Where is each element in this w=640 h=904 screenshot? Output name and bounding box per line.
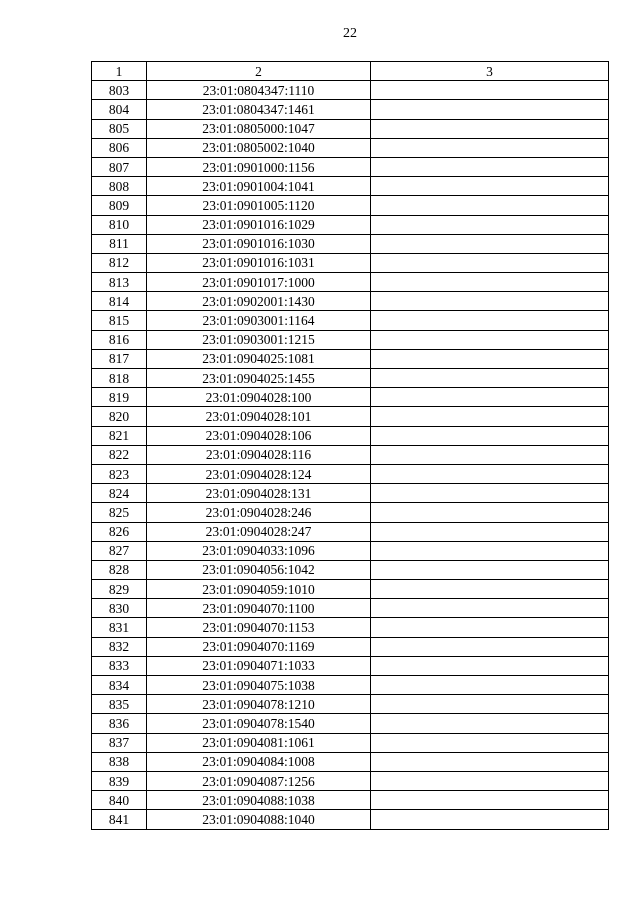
row-number-cell: 810 bbox=[92, 215, 147, 234]
row-number-cell: 815 bbox=[92, 311, 147, 330]
row-number-cell: 811 bbox=[92, 234, 147, 253]
table-row bbox=[92, 560, 609, 579]
note-cell bbox=[371, 253, 609, 272]
cadastral-number-cell: 23:01:0901017:1000 bbox=[147, 273, 371, 292]
table-row bbox=[92, 733, 609, 752]
row-number-cell: 825 bbox=[92, 503, 147, 522]
table-row bbox=[92, 388, 609, 407]
row-number-cell: 807 bbox=[92, 157, 147, 176]
cadastral-number-cell: 23:01:0904028:246 bbox=[147, 503, 371, 522]
page-number: 22 bbox=[343, 26, 357, 41]
row-number-cell: 819 bbox=[92, 388, 147, 407]
cadastral-number-cell: 23:01:0904056:1042 bbox=[147, 560, 371, 579]
table-row bbox=[92, 100, 609, 119]
note-cell bbox=[371, 637, 609, 656]
row-number-cell: 833 bbox=[92, 656, 147, 675]
cadastral-number-cell: 23:01:0903001:1215 bbox=[147, 330, 371, 349]
note-cell bbox=[371, 138, 609, 157]
note-cell bbox=[371, 522, 609, 541]
cadastral-number-cell: 23:01:0901016:1029 bbox=[147, 215, 371, 234]
row-number-cell: 826 bbox=[92, 522, 147, 541]
note-cell bbox=[371, 560, 609, 579]
cadastral-number-cell: 23:01:0904071:1033 bbox=[147, 656, 371, 675]
note-cell bbox=[371, 733, 609, 752]
cadastral-number-cell: 23:01:0804347:1461 bbox=[147, 100, 371, 119]
table-row bbox=[92, 292, 609, 311]
table-body bbox=[92, 81, 609, 829]
row-number-cell: 808 bbox=[92, 177, 147, 196]
cadastral-number-cell: 23:01:0901004:1041 bbox=[147, 177, 371, 196]
row-number-cell: 829 bbox=[92, 580, 147, 599]
row-number-cell: 806 bbox=[92, 138, 147, 157]
column-header-2: 2 bbox=[147, 62, 371, 81]
cadastral-number-cell: 23:01:0904028:131 bbox=[147, 484, 371, 503]
table-row bbox=[92, 810, 609, 829]
row-number-cell: 818 bbox=[92, 369, 147, 388]
cadastral-number-cell: 23:01:0901000:1156 bbox=[147, 157, 371, 176]
row-number-cell: 809 bbox=[92, 196, 147, 215]
row-number-cell: 820 bbox=[92, 407, 147, 426]
note-cell bbox=[371, 100, 609, 119]
cadastral-number-cell: 23:01:0904088:1038 bbox=[147, 791, 371, 810]
cadastral-number-cell: 23:01:0904028:100 bbox=[147, 388, 371, 407]
row-number-cell: 838 bbox=[92, 752, 147, 771]
table-row bbox=[92, 196, 609, 215]
row-number-cell: 832 bbox=[92, 637, 147, 656]
cadastral-table bbox=[91, 61, 609, 830]
table-row bbox=[92, 349, 609, 368]
row-number-cell: 835 bbox=[92, 695, 147, 714]
row-number-cell: 824 bbox=[92, 484, 147, 503]
note-cell bbox=[371, 695, 609, 714]
table-row bbox=[92, 695, 609, 714]
row-number-cell: 817 bbox=[92, 349, 147, 368]
note-cell bbox=[371, 407, 609, 426]
cadastral-number-cell: 23:01:0904028:101 bbox=[147, 407, 371, 426]
table-row bbox=[92, 503, 609, 522]
cadastral-number-cell: 23:01:0904078:1210 bbox=[147, 695, 371, 714]
cadastral-number-cell: 23:01:0904028:124 bbox=[147, 464, 371, 483]
column-header-1: 1 bbox=[92, 62, 147, 81]
cadastral-number-cell: 23:01:0805000:1047 bbox=[147, 119, 371, 138]
row-number-cell: 830 bbox=[92, 599, 147, 618]
note-cell bbox=[371, 676, 609, 695]
row-number-cell: 827 bbox=[92, 541, 147, 560]
cadastral-number-cell: 23:01:0904070:1153 bbox=[147, 618, 371, 637]
row-number-cell: 816 bbox=[92, 330, 147, 349]
row-number-cell: 803 bbox=[92, 81, 147, 100]
note-cell bbox=[371, 580, 609, 599]
note-cell bbox=[371, 445, 609, 464]
table-row bbox=[92, 771, 609, 790]
note-cell bbox=[371, 215, 609, 234]
table-row bbox=[92, 791, 609, 810]
note-cell bbox=[371, 157, 609, 176]
table-row bbox=[92, 177, 609, 196]
cadastral-number-cell: 23:01:0904070:1100 bbox=[147, 599, 371, 618]
note-cell bbox=[371, 177, 609, 196]
cadastral-number-cell: 23:01:0804347:1110 bbox=[147, 81, 371, 100]
note-cell bbox=[371, 311, 609, 330]
note-cell bbox=[371, 810, 609, 829]
note-cell bbox=[371, 541, 609, 560]
row-number-cell: 812 bbox=[92, 253, 147, 272]
row-number-cell: 828 bbox=[92, 560, 147, 579]
cadastral-number-cell: 23:01:0901016:1030 bbox=[147, 234, 371, 253]
table-row bbox=[92, 311, 609, 330]
note-cell bbox=[371, 292, 609, 311]
note-cell bbox=[371, 791, 609, 810]
cadastral-number-cell: 23:01:0904075:1038 bbox=[147, 676, 371, 695]
row-number-cell: 813 bbox=[92, 273, 147, 292]
note-cell bbox=[371, 388, 609, 407]
cadastral-number-cell: 23:01:0904081:1061 bbox=[147, 733, 371, 752]
row-number-cell: 834 bbox=[92, 676, 147, 695]
table-row bbox=[92, 157, 609, 176]
cadastral-number-cell: 23:01:0904070:1169 bbox=[147, 637, 371, 656]
cadastral-number-cell: 23:01:0904087:1256 bbox=[147, 771, 371, 790]
row-number-cell: 822 bbox=[92, 445, 147, 464]
cadastral-number-cell: 23:01:0902001:1430 bbox=[147, 292, 371, 311]
note-cell bbox=[371, 618, 609, 637]
row-number-cell: 836 bbox=[92, 714, 147, 733]
cadastral-number-cell: 23:01:0904084:1008 bbox=[147, 752, 371, 771]
note-cell bbox=[371, 771, 609, 790]
table-row bbox=[92, 580, 609, 599]
row-number-cell: 839 bbox=[92, 771, 147, 790]
row-number-cell: 804 bbox=[92, 100, 147, 119]
table-row bbox=[92, 138, 609, 157]
note-cell bbox=[371, 503, 609, 522]
note-cell bbox=[371, 752, 609, 771]
table-row bbox=[92, 407, 609, 426]
table-row bbox=[92, 81, 609, 100]
table-row bbox=[92, 522, 609, 541]
note-cell bbox=[371, 714, 609, 733]
table-row bbox=[92, 599, 609, 618]
table-row bbox=[92, 273, 609, 292]
row-number-cell: 831 bbox=[92, 618, 147, 637]
column-header-3: 3 bbox=[371, 62, 609, 81]
cadastral-number-cell: 23:01:0805002:1040 bbox=[147, 138, 371, 157]
cadastral-number-cell: 23:01:0904025:1455 bbox=[147, 369, 371, 388]
row-number-cell: 823 bbox=[92, 464, 147, 483]
table-row bbox=[92, 253, 609, 272]
row-number-cell: 814 bbox=[92, 292, 147, 311]
cadastral-number-cell: 23:01:0904028:247 bbox=[147, 522, 371, 541]
note-cell bbox=[371, 369, 609, 388]
table-row bbox=[92, 426, 609, 445]
table-row bbox=[92, 637, 609, 656]
cadastral-number-cell: 23:01:0904088:1040 bbox=[147, 810, 371, 829]
table-row bbox=[92, 484, 609, 503]
cadastral-number-cell: 23:01:0904078:1540 bbox=[147, 714, 371, 733]
cadastral-number-cell: 23:01:0904028:116 bbox=[147, 445, 371, 464]
cadastral-number-cell: 23:01:0903001:1164 bbox=[147, 311, 371, 330]
table-row bbox=[92, 445, 609, 464]
table-row bbox=[92, 676, 609, 695]
cadastral-number-cell: 23:01:0904028:106 bbox=[147, 426, 371, 445]
row-number-cell: 841 bbox=[92, 810, 147, 829]
table-header-row bbox=[92, 62, 609, 81]
table-row bbox=[92, 215, 609, 234]
table-row bbox=[92, 464, 609, 483]
note-cell bbox=[371, 119, 609, 138]
note-cell bbox=[371, 81, 609, 100]
table-row bbox=[92, 752, 609, 771]
table-row bbox=[92, 234, 609, 253]
note-cell bbox=[371, 426, 609, 445]
note-cell bbox=[371, 484, 609, 503]
table-row bbox=[92, 714, 609, 733]
cadastral-number-cell: 23:01:0904059:1010 bbox=[147, 580, 371, 599]
row-number-cell: 821 bbox=[92, 426, 147, 445]
note-cell bbox=[371, 330, 609, 349]
cadastral-number-cell: 23:01:0901005:1120 bbox=[147, 196, 371, 215]
note-cell bbox=[371, 273, 609, 292]
note-cell bbox=[371, 464, 609, 483]
table-row bbox=[92, 369, 609, 388]
note-cell bbox=[371, 349, 609, 368]
table-row bbox=[92, 656, 609, 675]
note-cell bbox=[371, 196, 609, 215]
table-row bbox=[92, 618, 609, 637]
note-cell bbox=[371, 234, 609, 253]
table-row bbox=[92, 119, 609, 138]
table-row bbox=[92, 541, 609, 560]
cadastral-number-cell: 23:01:0901016:1031 bbox=[147, 253, 371, 272]
cadastral-number-cell: 23:01:0904025:1081 bbox=[147, 349, 371, 368]
note-cell bbox=[371, 656, 609, 675]
note-cell bbox=[371, 599, 609, 618]
cadastral-number-cell: 23:01:0904033:1096 bbox=[147, 541, 371, 560]
row-number-cell: 837 bbox=[92, 733, 147, 752]
table-row bbox=[92, 330, 609, 349]
row-number-cell: 805 bbox=[92, 119, 147, 138]
row-number-cell: 840 bbox=[92, 791, 147, 810]
